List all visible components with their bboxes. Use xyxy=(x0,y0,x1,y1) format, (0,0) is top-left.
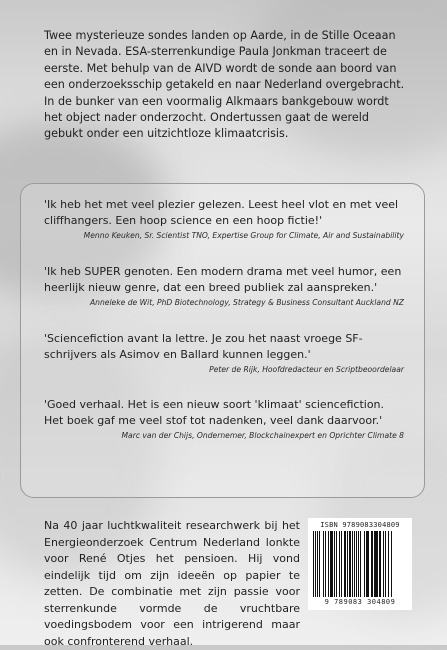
blurb-text: Twee mysterieuze sondes landen op Aarde, in de Stille Oceaan en in Nevada. ESA-sterrenkundige Paula Jonkman traceert de eerste. Met behulp van de AIVD wordt de sonde aan boord van een onderzoeksschip getakeld en naar Nederland overgebracht. In de bunker van een voormalig Alkmaars bankgebouw wordt het object nader onderzocht. Ondertussen gaat de wereld gebukt onder een uitzichtloze klimaatcrisis. xyxy=(44,29,405,141)
barcode-space xyxy=(392,531,393,597)
review-attribution: Anneleke de Wit, PhD Biotechnology, Strategy & Business Consultant Auckland NZ xyxy=(89,298,404,307)
review-quote xyxy=(44,331,404,374)
review-attribution: Peter de Rijk, Hoofdredacteur en Scriptbeoordelaar xyxy=(209,365,404,374)
review-quote xyxy=(44,197,404,240)
review-text: 'Sciencefiction avant la lettre. Je zou het naast vroege SF-schrijvers als Asimov en Ballard kunnen leggen.' xyxy=(44,332,363,361)
review-text: 'Goed verhaal. Het is een nieuw soort 'klimaat' sciencefiction. Het boek gaf me veel stof tot nadenken, veel dank daarvoor.' xyxy=(44,398,385,427)
barcode-bars xyxy=(313,531,407,597)
review-text: 'Ik heb SUPER genoten. Een modern drama met veel humor, een heerlijk nieuw genre, dat een breed publiek zal aanspreken.' xyxy=(44,265,402,294)
barcode-digits: 9 789083 304809 xyxy=(324,598,396,606)
isbn-barcode xyxy=(308,518,412,610)
review-quote xyxy=(44,397,404,440)
isbn-label: ISBN 9789083304809 xyxy=(320,521,400,529)
author-bio: Na 40 jaar luchtkwaliteit researchwerk bij het Energieonderzoek Centrum Nederland lonkte voor René Otjes het pensioen. Hij vond eindelijk tijd om zijn ideeën op papier te zetten. De combinatie met zijn passie voor sterrenkunde vormde de vruchtbare voedingsbodem voor een intrigerend maar ook confronterend verhaal. xyxy=(44,519,300,648)
review-attribution: Marc van der Chijs, Ondernemer, Blockchainexpert en Oprichter Climate 8 xyxy=(121,431,404,440)
review-text: 'Ik heb het met veel plezier gelezen. Leest heel vlot en met veel cliffhangers. Een hoop science en een hoop fictie!' xyxy=(44,198,399,227)
review-attribution: Menno Keuken, Sr. Scientist TNO, Expertise Group for Climate, Air and Sustainability xyxy=(83,231,404,240)
review-quote xyxy=(44,264,404,307)
